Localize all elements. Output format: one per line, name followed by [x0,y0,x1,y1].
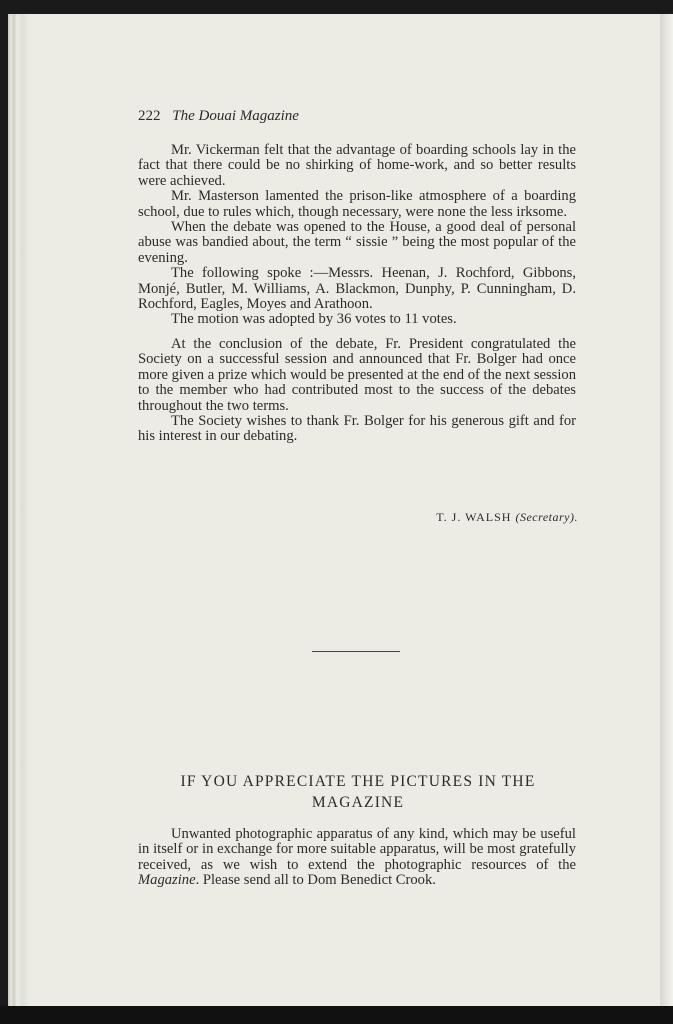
notice-text-emphasis: Magazine [138,872,196,889]
notice-text: Unwanted photographic apparatus of any kind, which may be useful in itself or in exchange for more suitable apparatus, will be most gratefully received, as we wish to extend the photographic resources of the [138,826,576,873]
notice-body [138,827,576,889]
scan-bottom-border [0,1006,673,1024]
signature-line [138,510,578,525]
paragraph: Mr. Vickerman felt that the advantage of boarding schools lay in the fact that there could be no shirking of home-work, and so better results were achieved. [138,142,576,189]
notice-paragraph [138,827,576,889]
paragraph: At the conclusion of the debate, Fr. President congratulated the Society on a successful session and announced that Fr. Bolger had once more given a prize which would be presented at the end of the next session to the member who had contributed most to the success of the debates throughout the two terms. [138,335,576,414]
magazine-title: The Douai Magazine [172,108,299,124]
paragraph: The motion was adopted by 36 votes to 11 votes. [171,311,457,328]
notice-heading [138,771,578,813]
paragraph: Mr. Masterson lamented the prison-like atmosphere of a boarding school, due to rules which, though necessary, were none the less irksome. [138,188,576,220]
signature-name: T. J. WALSH [436,510,512,524]
running-header [138,108,299,125]
book-spine-edge [8,14,34,1006]
notice-heading-line: IF YOU APPRECIATE THE PICTURES IN THE [180,773,536,790]
paragraph: The following spoke :—Messrs. Heenan, J. Rochford, Gibbons, Monjé, Butler, M. Williams, A. Blackmon, Dunphy, P. Cunningham, D. Rochford, Eagles, Moyes and Arathoon. [138,265,576,313]
debate-report [138,143,576,445]
notice-heading-line: MAGAZINE [311,794,405,811]
paragraph: When the debate was opened to the House, a good deal of personal abuse was bandied about, the term “ sissie ” being the most popular of the evening. [138,219,576,266]
page-number: 222 [138,108,161,124]
notice-text: . Please send all to Dom Benedict Crook. [195,872,436,889]
paragraph: The Society wishes to thank Fr. Bolger for his generous gift and for his interest in our debating. [138,412,576,445]
section-divider [312,651,400,652]
signature-role: (Secretary). [515,510,578,524]
page-right-edge [660,14,673,1006]
